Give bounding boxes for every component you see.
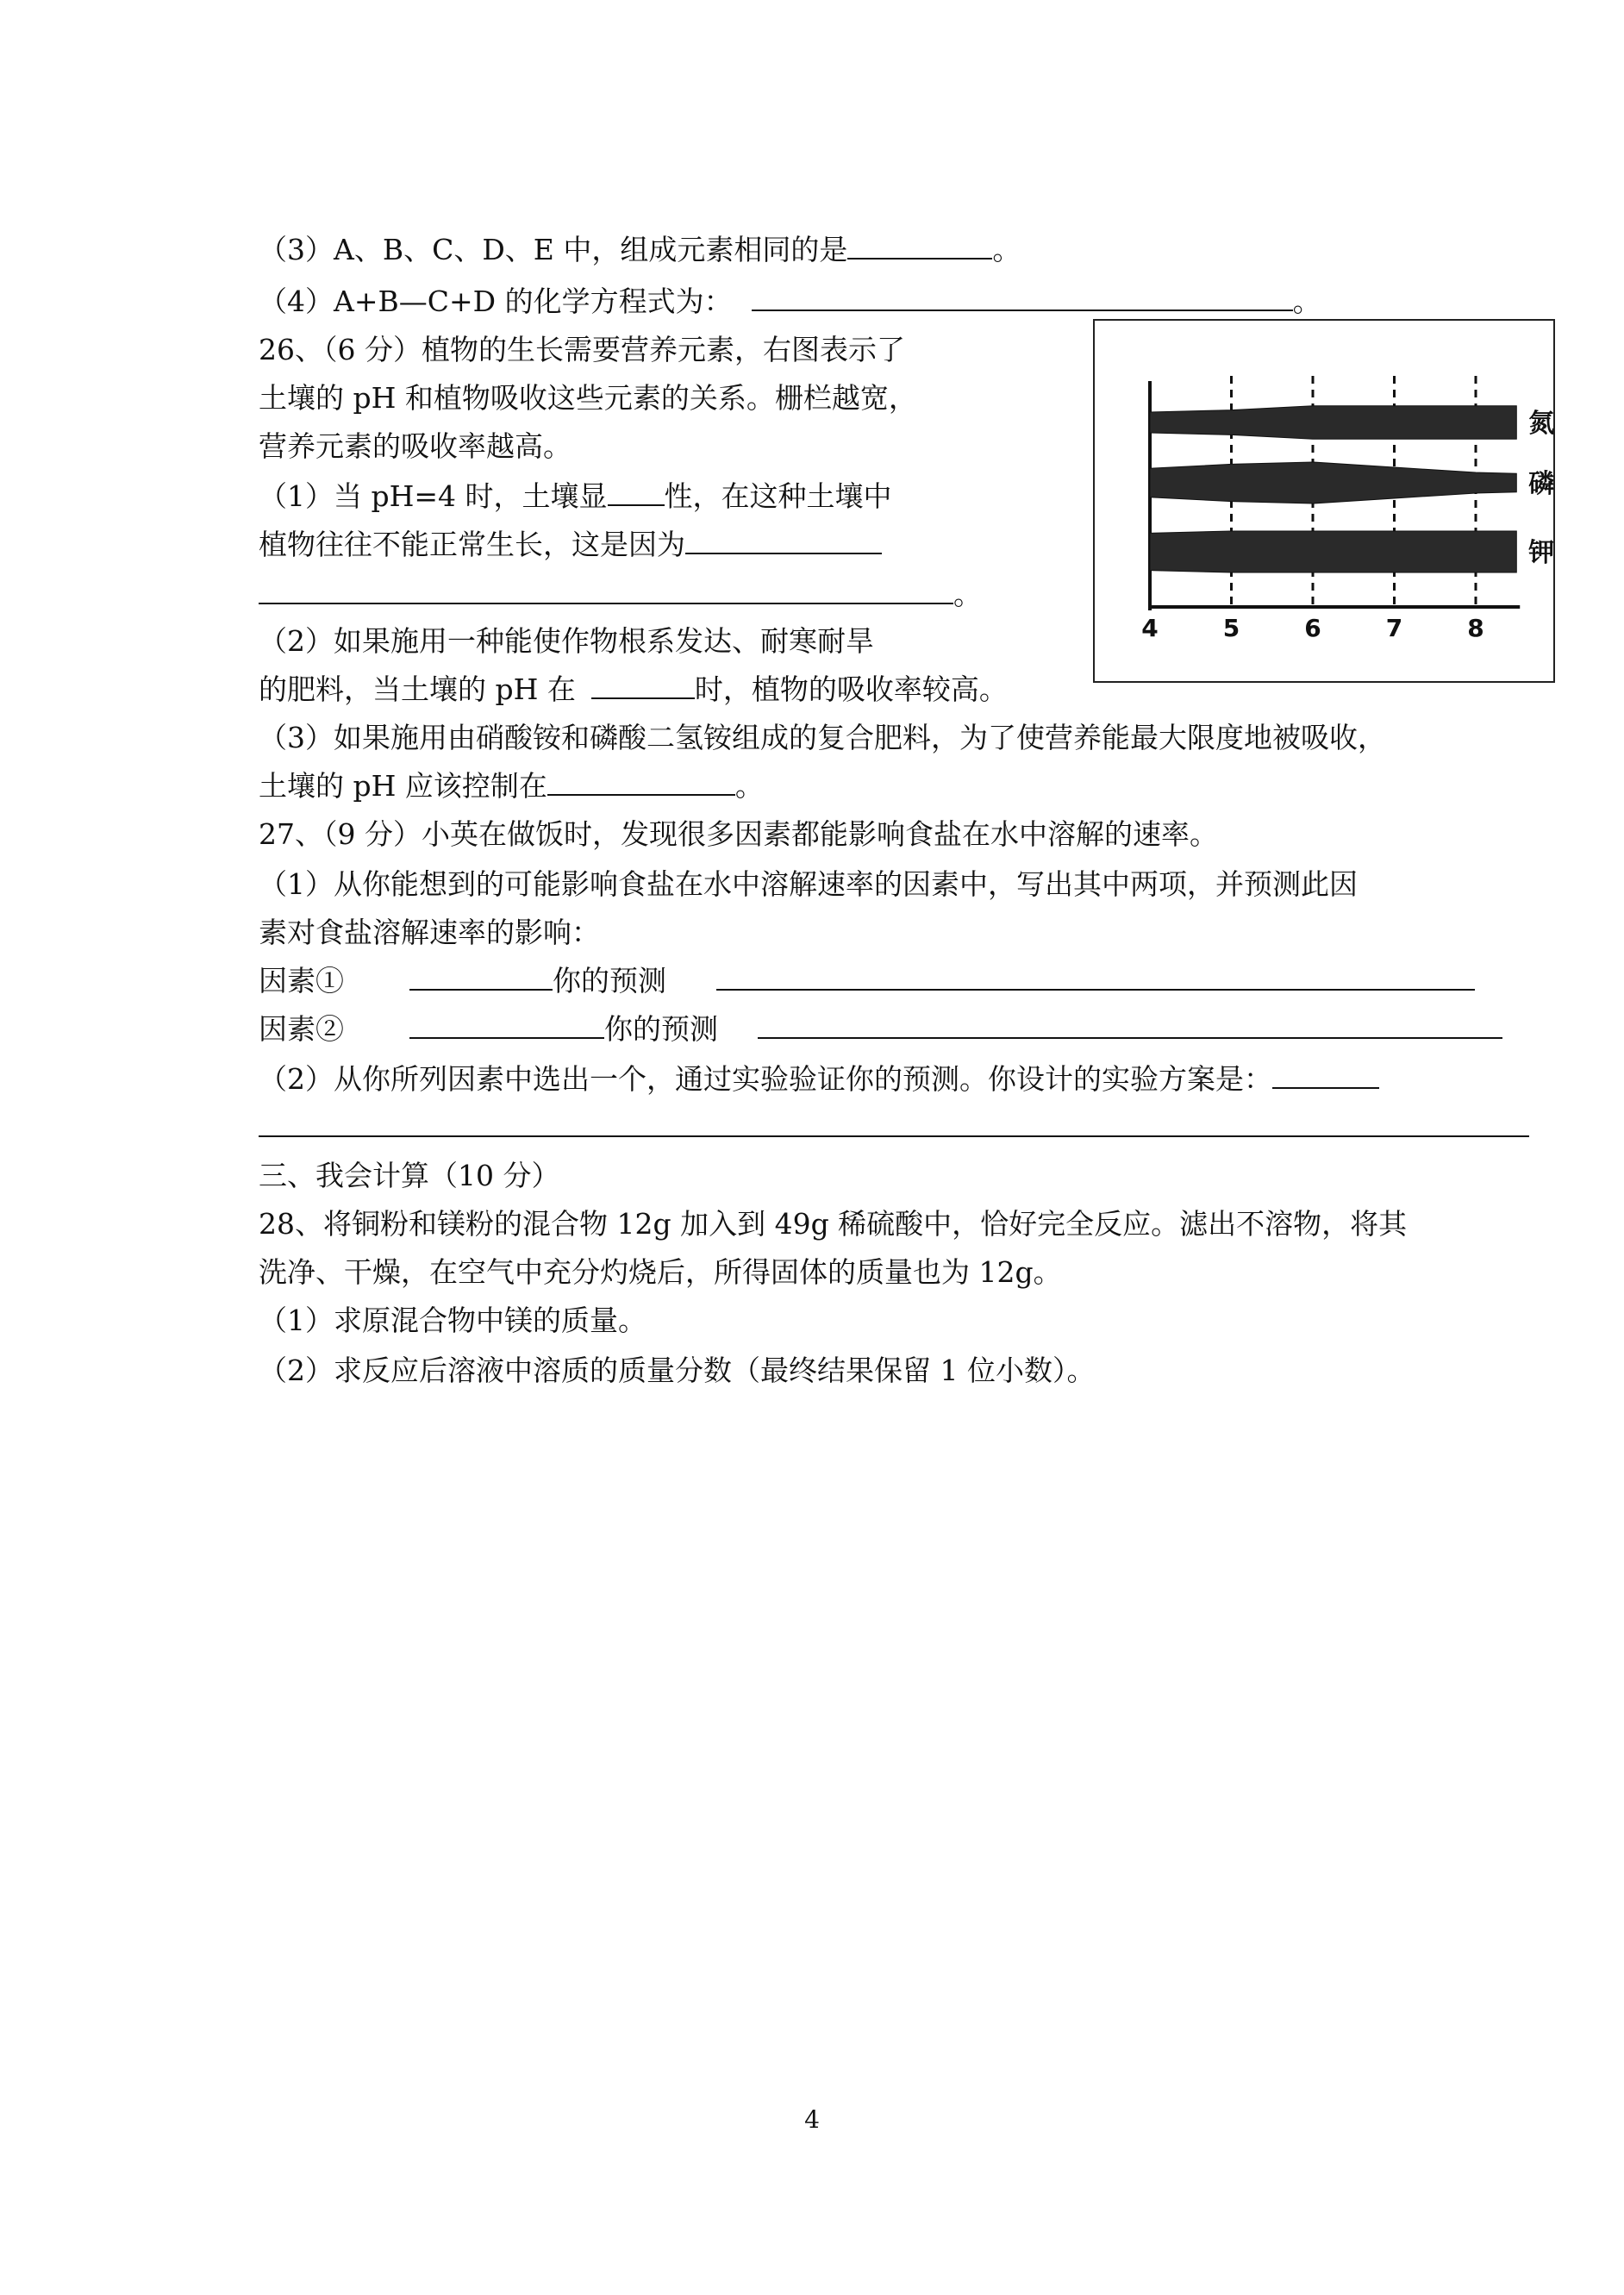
q27-part2: （2）从你所列因素中选出一个，通过实验验证你的预测。你设计的实验方案是： <box>259 1060 1379 1098</box>
section3-title: 三、我会计算（10 分） <box>259 1159 560 1192</box>
answer-blank[interactable] <box>685 527 882 554</box>
q27-part1-line1: （1）从你能想到的可能影响食盐在水中溶解速率的因素中，写出其中两项，并预测此因 <box>259 867 1358 901</box>
chart-tick-label: 4 <box>1141 614 1159 642</box>
q25-part3: （3）A、B、C、D、E 中，组成元素相同的是 。 <box>259 233 1021 266</box>
q26-part3-line1: （3）如果施用由硝酸铵和磷酸二氢铵组成的复合肥料，为了使营养能最大限度地被吸收， <box>259 721 1386 754</box>
prediction2-blank[interactable] <box>758 1011 1502 1039</box>
chart-tick-label: 7 <box>1385 614 1403 642</box>
q26-part2-line2: 的肥料，当土壤的 pH 在 时，植物的吸收率较高。 <box>259 672 1008 706</box>
q26-part1-line2: 植物往往不能正常生长，这是因为 <box>259 526 882 564</box>
page-number: 4 <box>804 2105 820 2134</box>
q26-part2-line1: （2）如果施用一种能使作物根系发达、耐寒耐旱 <box>259 624 874 658</box>
q26-intro-line2: 土壤的 pH 和植物吸收这些元素的关系。栅栏越宽， <box>259 381 917 415</box>
chart-series-label: 磷 <box>1528 469 1553 499</box>
q26-part3-line2: 土壤的 pH 应该控制在 。 <box>259 769 764 803</box>
q28-line1: 28、将铜粉和镁粉的混合物 12g 加入到 49g 稀硫酸中，恰好完全反应。滤出不溶物，将其 <box>259 1207 1408 1241</box>
q27-intro: 27、（9 分）小英在做饭时，发现很多因素都能影响食盐在水中溶解的速率。 <box>259 817 1218 851</box>
chart-band-2 <box>1150 462 1516 503</box>
chart-tick-label: 8 <box>1467 614 1484 642</box>
q26-intro-line1: 26、（6 分）植物的生长需要营养元素，右图表示了 <box>259 333 905 366</box>
q27-part1-line2: 素对食盐溶解速率的影响： <box>259 916 600 949</box>
answer-blank[interactable] <box>591 672 695 699</box>
chart-series-label: 钾 <box>1528 538 1553 568</box>
q27-answer-line <box>259 1109 1529 1147</box>
answer-blank[interactable] <box>1272 1061 1379 1089</box>
q27-factor1-row: 因素① 你的预测 <box>259 962 1475 1000</box>
answer-blank[interactable] <box>259 577 953 604</box>
chart-svg <box>1095 321 1553 681</box>
q28-line2: 洗净、干燥，在空气中充分灼烧后，所得固体的质量也为 12g。 <box>259 1255 1062 1289</box>
answer-blank[interactable] <box>547 768 735 796</box>
chart-tick-label: 6 <box>1304 614 1321 642</box>
chart-band-3 <box>1150 531 1516 572</box>
q26-part1-line1: （1）当 pH=4 时，土壤显 性，在这种土壤中 <box>259 479 892 513</box>
q27-factor2-row: 因素② 你的预测 <box>259 1010 1502 1048</box>
factor2-blank[interactable] <box>409 1011 604 1039</box>
answer-blank[interactable] <box>752 284 1293 311</box>
q25-part4: （4）A+B—C+D 的化学方程式为： 。 <box>259 285 1321 318</box>
chart-series-label: 氮 <box>1528 409 1553 439</box>
answer-blank[interactable] <box>608 478 665 506</box>
chart-band-1 <box>1150 406 1516 439</box>
factor1-blank[interactable] <box>409 963 553 991</box>
answer-blank[interactable] <box>847 232 992 260</box>
q28-part1: （1）求原混合物中镁的质量。 <box>259 1304 646 1337</box>
prediction1-blank[interactable] <box>716 963 1475 991</box>
q26-intro-line3: 营养元素的吸收率越高。 <box>259 429 572 463</box>
chart-tick-label: 5 <box>1222 614 1240 642</box>
answer-blank[interactable] <box>259 1110 1529 1137</box>
ph-absorption-chart <box>1093 319 1555 683</box>
q28-part2: （2）求反应后溶液中溶质的质量分数（最终结果保留 1 位小数）。 <box>259 1354 1096 1387</box>
q26-part1-line3: 。 <box>259 576 982 614</box>
